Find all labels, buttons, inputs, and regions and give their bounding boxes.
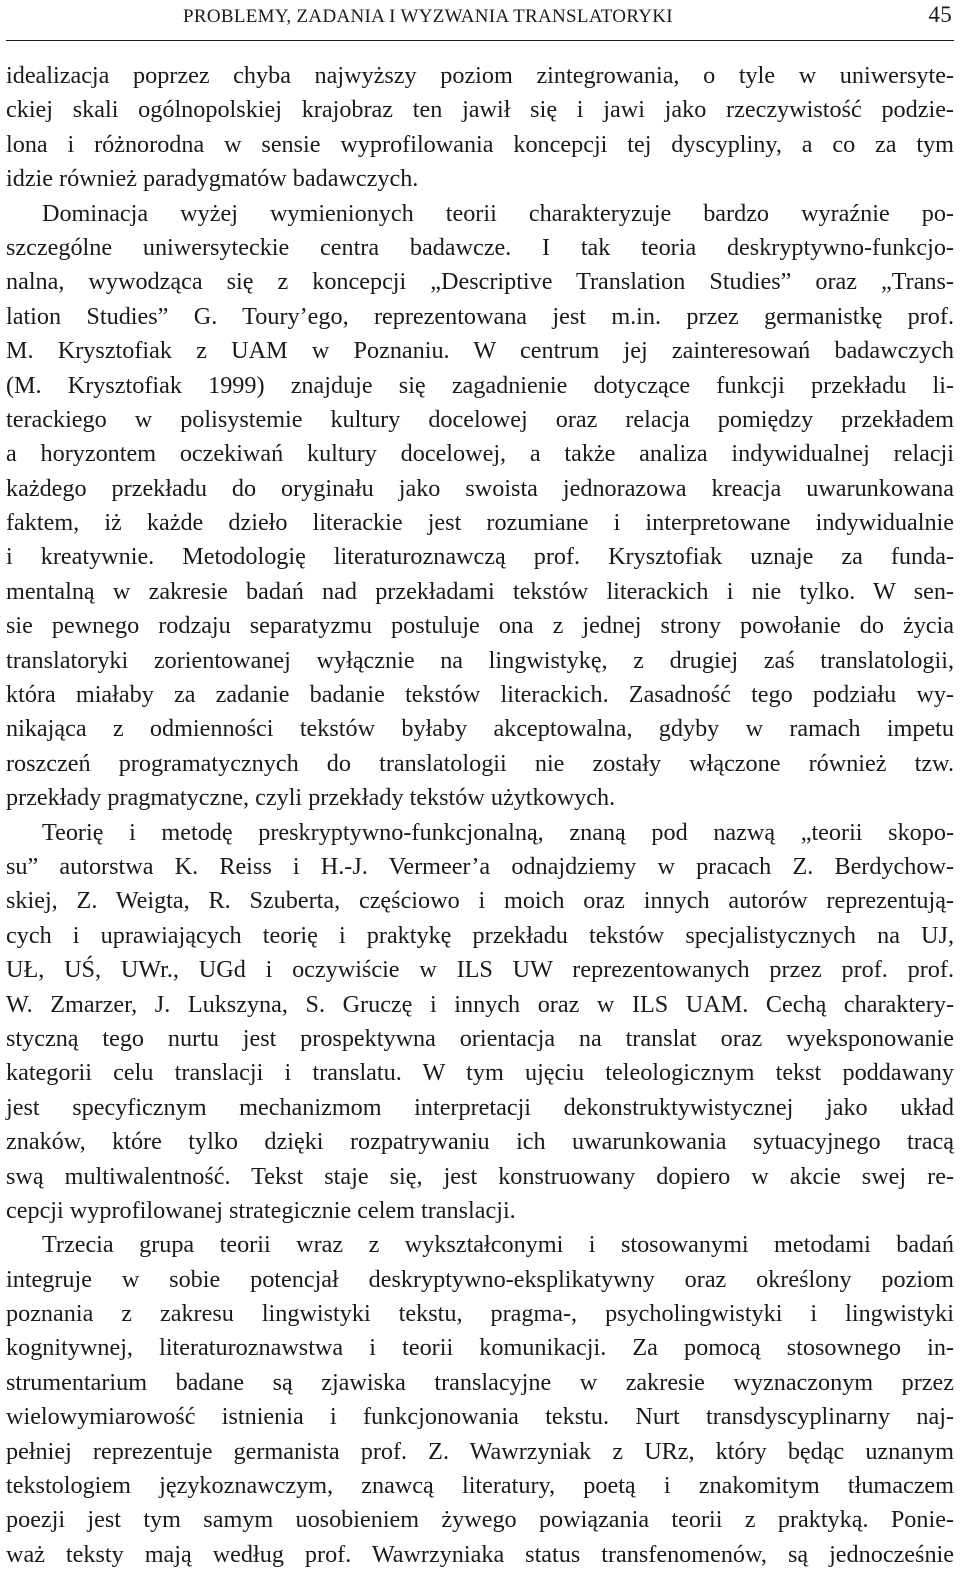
text-line: Dominacja wyżej wymienionych teorii charakteryzuje bardzo wyraźnie po- — [42, 199, 954, 227]
text-line: UŁ, UŚ, UWr., UGd i oczywiście w ILS UW reprezentowanych przez prof. prof. — [6, 956, 954, 984]
text-line: każdego przekładu do oryginału jako swoista jednorazowa kreacja uwarunkowana — [6, 474, 954, 502]
text-line: skiej, Z. Weigta, R. Szuberta, częściowo i moich oraz innych autorów reprezentują- — [6, 887, 954, 915]
text-line: wielowymiarowość istnienia i funkcjonowania tekstu. Nurt transdyscyplinarny naj- — [6, 1403, 954, 1431]
text-line: translatoryki zorientowanej wyłącznie na lingwistykę, z drugiej zaś translatologii, — [6, 646, 954, 674]
text-line: sie pewnego rodzaju separatyzmu postuluje ona z jednej strony powołanie do życia — [6, 612, 954, 640]
text-line: przekłady pragmatyczne, czyli przekłady tekstów użytkowych. — [6, 784, 616, 812]
text-line: M. Krysztofiak z UAM w Poznaniu. W centrum jej zainteresowań badawczych — [6, 337, 954, 365]
text-line: roszczeń programatycznych do translatologii nie zostały włączone również tzw. — [6, 749, 954, 777]
page-number: 45 — [928, 2, 952, 27]
running-header — [6, 0, 954, 41]
text-line: ckiej skali ogólnopolskiej krajobraz ten jawił się i jawi jako rzeczywistość podzie- — [6, 96, 954, 124]
text-line: a horyzontem oczekiwań kultury docelowej, a także analiza indywidualnej relacji — [6, 440, 954, 468]
text-line: znaków, które tylko dzięki rozpatrywaniu ich uwarunkowania sytuacyjnego tracą — [6, 1128, 954, 1156]
text-line: i kreatywnie. Metodologię literaturoznawczą prof. Krysztofiak uznaje za funda- — [6, 543, 954, 571]
running-title: PROBLEMY, ZADANIA I WYZWANIA TRANSLATORYKI — [183, 6, 673, 27]
text-line: cepcji wyprofilowanej strategicznie celem translacji. — [6, 1196, 516, 1224]
text-line: styczną tego nurtu jest prospektywna orientacja na translat oraz wyeksponowanie — [6, 1024, 954, 1052]
text-line: (M. Krysztofiak 1999) znajduje się zagadnienie dotyczące funkcji przekładu li- — [6, 371, 954, 399]
text-line: lona i różnorodna w sensie wyprofilowania koncepcji tej dyscypliny, a co za tym — [6, 130, 954, 158]
text-line: kategorii celu translacji i translatu. W tym ujęciu teleologicznym tekst poddawany — [6, 1059, 954, 1087]
text-line: pełniej reprezentuje germanista prof. Z. Wawrzyniak z URz, który będąc uznanym — [6, 1437, 954, 1465]
text-line: W. Zmarzer, J. Lukszyna, S. Gruczę i innych oraz w ILS UAM. Cechą charaktery- — [6, 990, 954, 1018]
text-line: poznania z zakresu lingwistyki tekstu, pragma-, psycholingwistyki i lingwistyki — [6, 1300, 954, 1328]
text-line: su” autorstwa K. Reiss i H.-J. Vermeer’a odnajdziemy w pracach Z. Berdychow- — [6, 852, 954, 880]
text-line: kognitywnej, literaturoznawstwa i teorii komunikacji. Za pomocą stosownego in- — [6, 1334, 954, 1362]
text-line: strumentarium badane są zjawiska translacyjne w zakresie wyznaczonym przez — [6, 1368, 954, 1396]
text-line: cych i uprawiających teorię i praktykę przekładu tekstów specjalistycznych na UJ, — [6, 921, 954, 949]
text-line: waż teksty mają według prof. Wawrzyniaka status transfenomenów, są jednocześnie — [6, 1540, 954, 1568]
text-line: Teorię i metodę preskryptywno-funkcjonalną, znaną pod nazwą „teorii skopo- — [42, 818, 954, 846]
text-line: nalna, wywodząca się z koncepcji „Descriptive Translation Studies” oraz „Trans- — [6, 268, 954, 296]
paragraph — [6, 816, 954, 1229]
text-line: mentalną w zakresie badań nad przekładami tekstów literackich i nie tylko. W sen- — [6, 577, 954, 605]
text-line: idzie również paradygmatów badawczych. — [6, 165, 419, 193]
text-line: nikająca z odmienności tekstów byłaby akceptowalna, gdyby w ramach impetu — [6, 715, 954, 743]
paragraph — [6, 197, 954, 816]
text-line: poezji jest tym samym uosobieniem żywego powiązania teorii z praktyką. Ponie- — [6, 1506, 954, 1534]
paragraph — [6, 59, 954, 197]
text-line: idealizacja poprzez chyba najwyższy poziom zintegrowania, o tyle w uniwersyte- — [6, 62, 954, 89]
text-line: Trzecia grupa teorii wraz z wykształconymi i stosowanymi metodami badań — [42, 1231, 954, 1259]
text-line: która miałaby za zadanie badanie tekstów literackich. Zasadność tego podziału wy- — [6, 681, 954, 709]
body-text — [6, 59, 954, 1572]
text-line: swą multiwalentność. Tekst staje się, jest konstruowany dopiero w akcie swej re- — [6, 1162, 954, 1190]
text-line: faktem, iż każde dzieło literackie jest rozumiane i interpretowane indywidualnie — [6, 509, 954, 537]
text-line: jest specyficznym mechanizmom interpretacji dekonstruktywistycznej jako układ — [6, 1093, 954, 1121]
text-line: szczególne uniwersyteckie centra badawcze. I tak teoria deskryptywno-funkcjo- — [6, 233, 954, 261]
text-line: tekstologiem językoznawczym, znawcą literatury, poetą i znakomitym tłumaczem — [6, 1472, 954, 1500]
text-line: integruje w sobie potencjał deskryptywno-eksplikatywny oraz określony poziom — [6, 1265, 954, 1293]
book-page — [6, 0, 954, 1572]
paragraph — [6, 1228, 954, 1572]
text-line: terackiego w polisystemie kultury docelowej oraz relacja pomiędzy przekładem — [6, 405, 954, 433]
text-line: lation Studies” G. Toury’ego, reprezentowana jest m.in. przez germanistkę prof. — [6, 302, 954, 330]
